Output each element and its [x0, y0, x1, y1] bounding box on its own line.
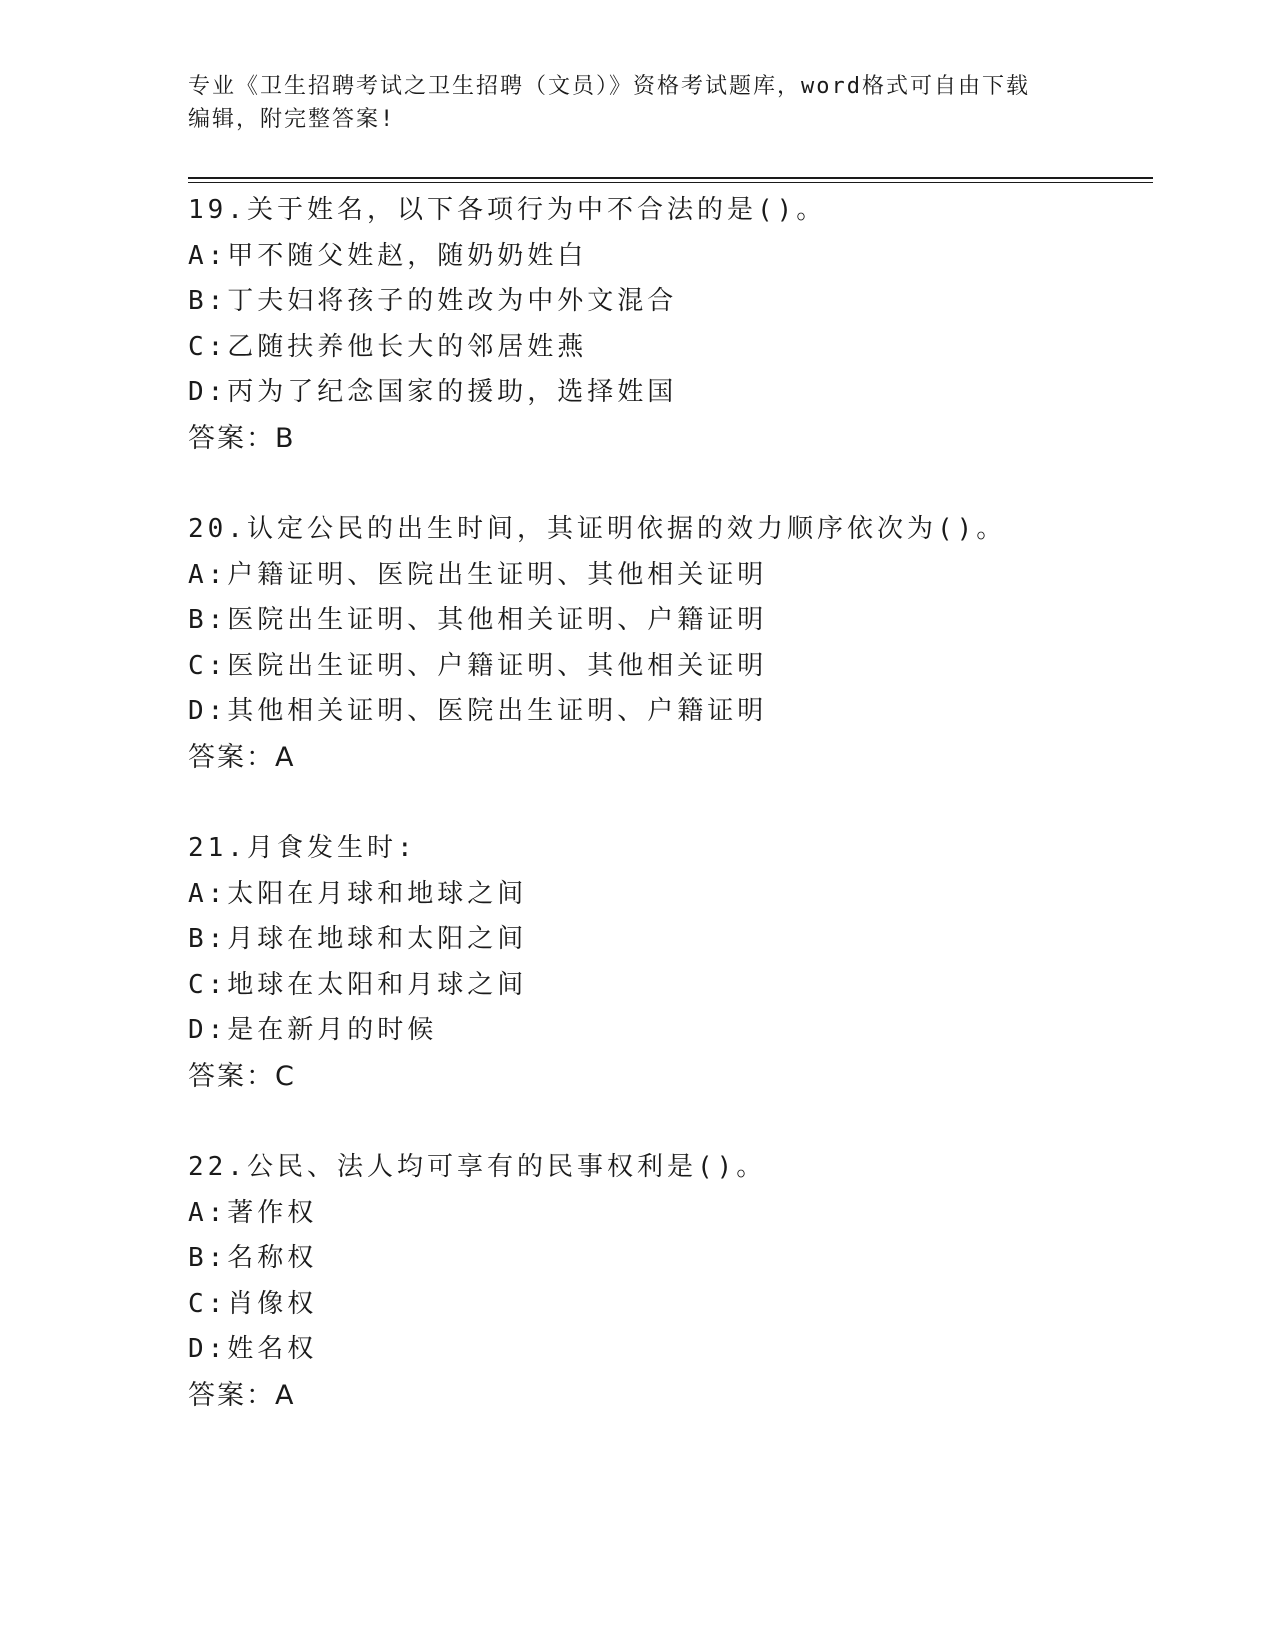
option-d: D:丙为了纪念国家的援助，选择姓国	[188, 377, 678, 407]
answer-line: 答案：C	[188, 1060, 296, 1092]
question-stem: 19.关于姓名，以下各项行为中不合法的是()。	[188, 195, 827, 225]
header-line-1: 专业《卫生招聘考试之卫生招聘（文员）》资格考试题库，word格式可自由下载	[188, 74, 1030, 99]
option-a: A:户籍证明、医院出生证明、其他相关证明	[188, 559, 768, 590]
document-header	[188, 70, 1088, 136]
answer-line: 答案：A	[188, 1379, 296, 1411]
question-22	[188, 1145, 1148, 1418]
option-b: B:医院出生证明、其他相关证明、户籍证明	[188, 605, 768, 635]
option-a: A:甲不随父姓赵，随奶奶姓白	[188, 240, 588, 271]
question-stem: 21.月食发生时:	[188, 833, 417, 863]
answer-line: 答案：A	[188, 741, 296, 773]
question-19	[188, 188, 1148, 461]
option-d: D:是在新月的时候	[188, 1015, 438, 1045]
question-list	[188, 188, 1148, 1464]
question-21	[188, 826, 1148, 1099]
option-d: D:其他相关证明、医院出生证明、户籍证明	[188, 696, 768, 726]
question-stem: 22.公民、法人均可享有的民事权利是()。	[188, 1152, 767, 1182]
question-stem: 20.认定公民的出生时间，其证明依据的效力顺序依次为()。	[188, 514, 1007, 544]
option-c: C:肖像权	[188, 1288, 318, 1319]
option-c: C:医院出生证明、户籍证明、其他相关证明	[188, 650, 768, 681]
option-c: C:乙随扶养他长大的邻居姓燕	[188, 331, 588, 362]
option-b: B:月球在地球和太阳之间	[188, 924, 528, 954]
option-b: B:丁夫妇将孩子的姓改为中外文混合	[188, 286, 678, 316]
question-20	[188, 507, 1148, 780]
header-line-2: 编辑，附完整答案!	[188, 107, 396, 132]
header-divider-thin	[188, 182, 1153, 183]
option-c: C:地球在太阳和月球之间	[188, 969, 528, 1000]
answer-line: 答案：B	[188, 422, 296, 454]
option-a: A:太阳在月球和地球之间	[188, 878, 528, 909]
option-b: B:名称权	[188, 1243, 318, 1273]
option-a: A:著作权	[188, 1197, 318, 1228]
header-divider-thick	[188, 177, 1153, 179]
option-d: D:姓名权	[188, 1334, 318, 1364]
